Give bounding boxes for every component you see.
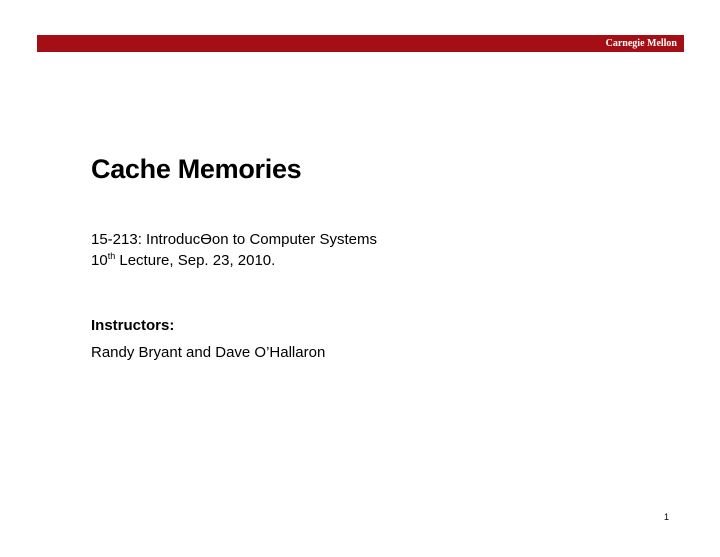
lecture-info [91,251,275,271]
brand-label: Carnegie Mellon [605,38,677,49]
page-number: 1 [664,512,670,522]
lecture-superscript: th [107,251,116,261]
header-bar [37,35,684,52]
instructors-heading: Instructors: [91,317,175,334]
slide-title: Cache Memories [91,154,302,184]
course-name: 15-213: IntroducƟon to Computer Systems [91,231,377,248]
lecture-details: Lecture, Sep. 23, 2010. [115,252,276,269]
instructors-names: Randy Bryant and Dave O’Hallaron [91,344,326,361]
lecture-number: 10 [91,252,108,269]
